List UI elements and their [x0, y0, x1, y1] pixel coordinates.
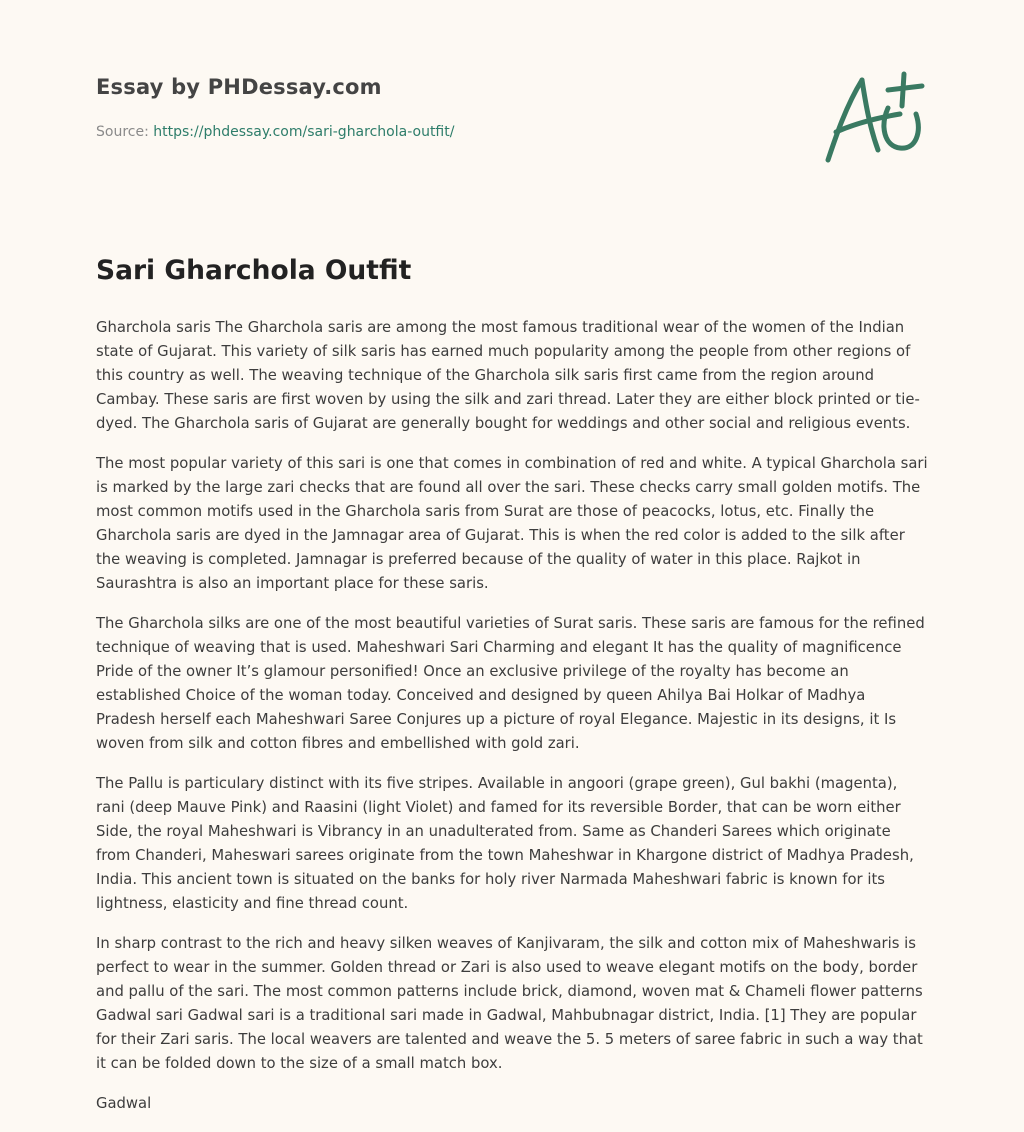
paragraph: The Pallu is particulary distinct with its five stripes. Available in angoori (grape green), Gul bakhi (magenta), rani (deep Mauve Pink) and Raasini (light Violet) and famed for its reversible Border, that can be worn either Side, the royal Maheshwari is Vibrancy in an unadulterated from. Same as Chanderi Sarees which originate from Chanderi, Maheswari sarees originate from the town Maheshwar in Khargone district of Madhya Pradesh, India. This ancient town is situated on the banks for holy river Narmada Maheshwari fabric is known for its lightness, elasticity and fine thread count. — [96, 775, 914, 912]
document-title: Sari Gharchola Outfit — [96, 255, 412, 286]
paragraph: Gharchola saris The Gharchola saris are among the most famous traditional wear of the women of the Indian state of Gujarat. This variety of silk saris has earned much popularity among the people from other regions of this country as well. The weaving technique of the Gharchola silk saris first came from the region around Cambay. These saris are first woven by using the silk and zari thread. Later they are either block printed or tie-dyed. The Gharchola saris of Gujarat are generally bought for weddings and other social and religious events. — [96, 319, 920, 432]
source-link[interactable]: https://phdessay.com/sari-gharchola-outfit/ — [153, 124, 455, 140]
site-title: Essay by PHDessay.com — [96, 75, 382, 99]
paragraph: The most popular variety of this sari is one that comes in combination of red and white. A typical Gharchola sari is marked by the large zari checks that are found all over the sari. These checks carry small golden motifs. The most common motifs used in the Gharchola saris from Surat are those of peacocks, lotus, etc. Finally the Gharchola saris are dyed in the Jamnagar area of Gujarat. This is when the red color is added to the silk after the weaving is completed. Jamnagar is preferred because of the quality of water in this place. Rajkot in Saurashtra is also an important place for these saris. — [96, 455, 928, 592]
source-label: Source: — [96, 124, 149, 140]
paragraph: The Gharchola silks are one of the most beautiful varieties of Surat saris. These saris are famous for the refined technique of weaving that is used. Maheshwari Sari Charming and elegant It has the quality of magnificence Pride of the owner It’s glamour personified! Once an exclusive privilege of the royalty has become an established Choice of the woman today. Conceived and designed by queen Ahilya Bai Holkar of Madhya Pradesh herself each Maheshwari Saree Conjures up a picture of royal Elegance. Majestic in its designs, it Is woven from silk and cotton fibres and embellished with gold zari. — [96, 615, 925, 752]
paragraph: In sharp contrast to the rich and heavy silken weaves of Kanjivaram, the silk and cotton mix of Maheshwaris is perfect to wear in the summer. Golden thread or Zari is also used to weave elegant motifs on the body, border and pallu of the sari. The most common patterns include brick, diamond, woven mat & Chameli flower patterns Gadwal sari Gadwal sari is a traditional sari made in Gadwal, Mahbubnagar district, India. [1] They are popular for their Zari saris. The local weavers are talented and weave the 5. 5 meters of saree fabric in such a way that it can be folded down to the size of a small match box. — [96, 935, 923, 1072]
a-plus-logo-icon — [818, 66, 930, 166]
essay-body — [96, 316, 928, 1132]
source-line — [96, 124, 454, 140]
paragraph: Gadwal — [96, 1095, 152, 1112]
